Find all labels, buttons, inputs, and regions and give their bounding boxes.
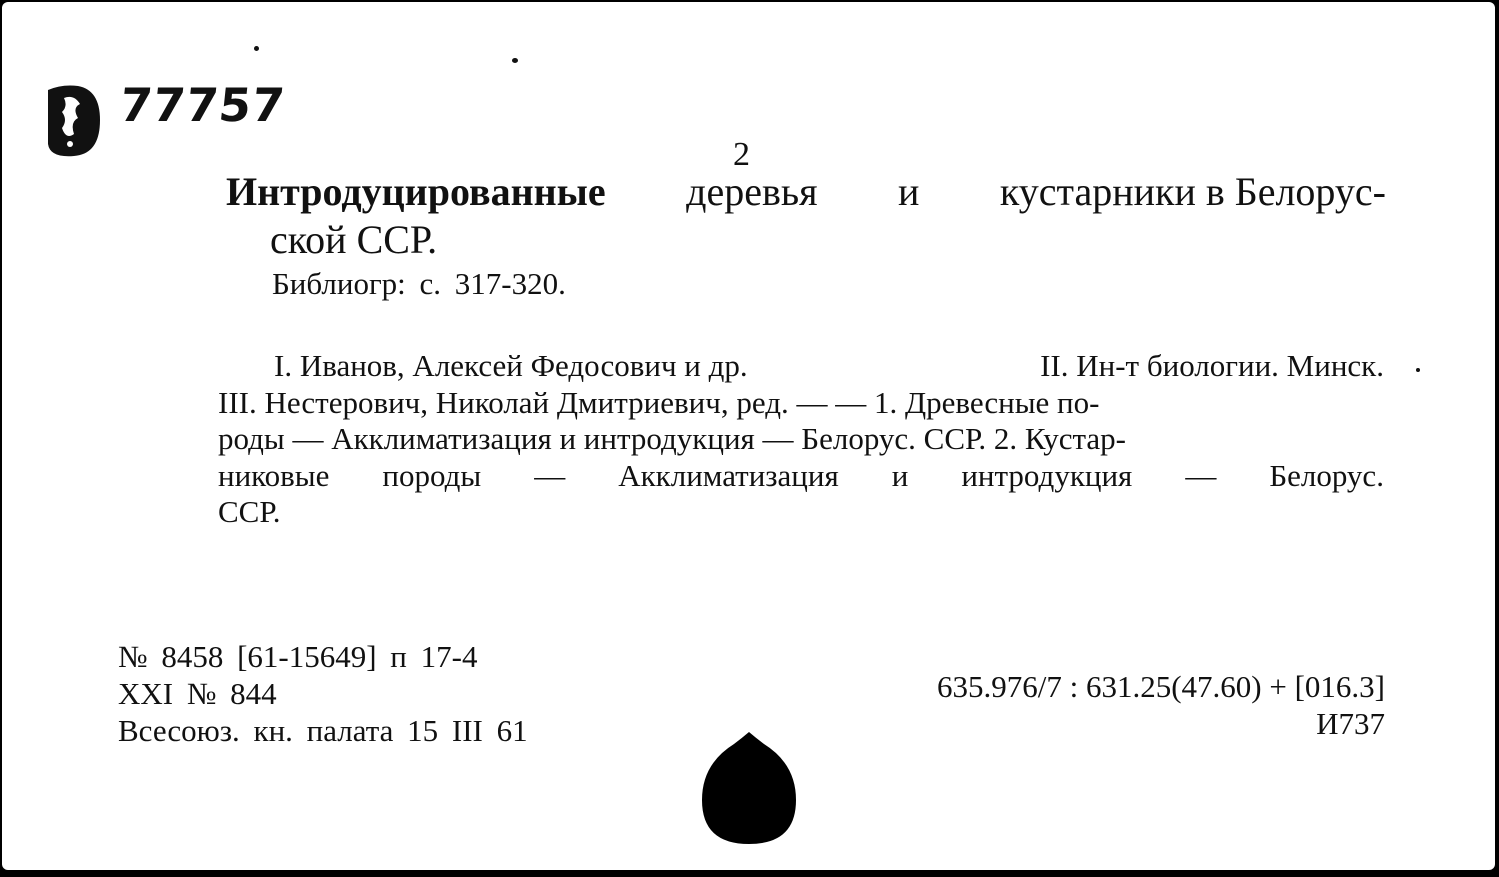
tracings-block (218, 348, 1384, 531)
tracing-line (218, 385, 1384, 422)
library-stamp-icon (44, 84, 102, 158)
order-number: № 8458 [61-15649] п 17-4 (118, 639, 478, 674)
tracing-fragment: III. Нестерович, Николай Дмитриевич, ред. — — 1. Древесные по- (218, 384, 1100, 420)
page-mark: 2 (733, 136, 750, 173)
tracing-word: Белорус. (1269, 457, 1384, 493)
title-bold-word: Интродуцированные (226, 169, 606, 214)
tracing-fragment: ССР. (218, 494, 281, 529)
tracing-word: Акклиматизация (618, 457, 839, 493)
ink-speck (254, 46, 259, 51)
series-number: XXI № 844 (118, 676, 277, 711)
classification-block (937, 668, 1385, 742)
title-line (226, 168, 1386, 215)
tracing-line (218, 348, 1384, 385)
tracing-word: интродукция (961, 457, 1133, 493)
tracing-line (218, 421, 1384, 458)
ink-speck (512, 58, 518, 63)
tracing-line (218, 494, 1384, 531)
tracing-word: и (891, 457, 909, 493)
book-chamber-note: Всесоюз. кн. палата 15 III 61 (118, 713, 528, 748)
title-continuation: ской ССР. (270, 217, 438, 262)
title-word: деревья (686, 169, 818, 214)
tracing-word: никовые (218, 457, 330, 493)
author-mark: И737 (1316, 706, 1385, 741)
tracing-fragment: роды — Акклиматизация и интродукция — Белорус. ССР. 2. Кустар- (218, 421, 1127, 456)
catalog-card (2, 2, 1495, 870)
tracing-line (218, 458, 1384, 495)
title-word: и (897, 169, 920, 214)
tracing-word: — (1185, 457, 1217, 493)
punch-hole-icon (700, 730, 798, 846)
tracing-fragment: I. Иванов, Алексей Федосович и др. (274, 348, 748, 383)
tracing-word: — (534, 457, 566, 493)
accession-number: 77757 (117, 78, 288, 132)
ink-speck (1416, 368, 1420, 372)
tracing-word: породы (382, 457, 482, 493)
tracing-fragment: II. Ин-т биологии. Минск. (1040, 348, 1384, 383)
imprint-block (118, 638, 528, 749)
title-word: кустарники в Белорус- (999, 169, 1386, 214)
bibliography-note: Библиогр: с. 317-320. (272, 266, 566, 301)
classification-index: 635.976/7 : 631.25(47.60) + [016.3] (936, 669, 1385, 704)
